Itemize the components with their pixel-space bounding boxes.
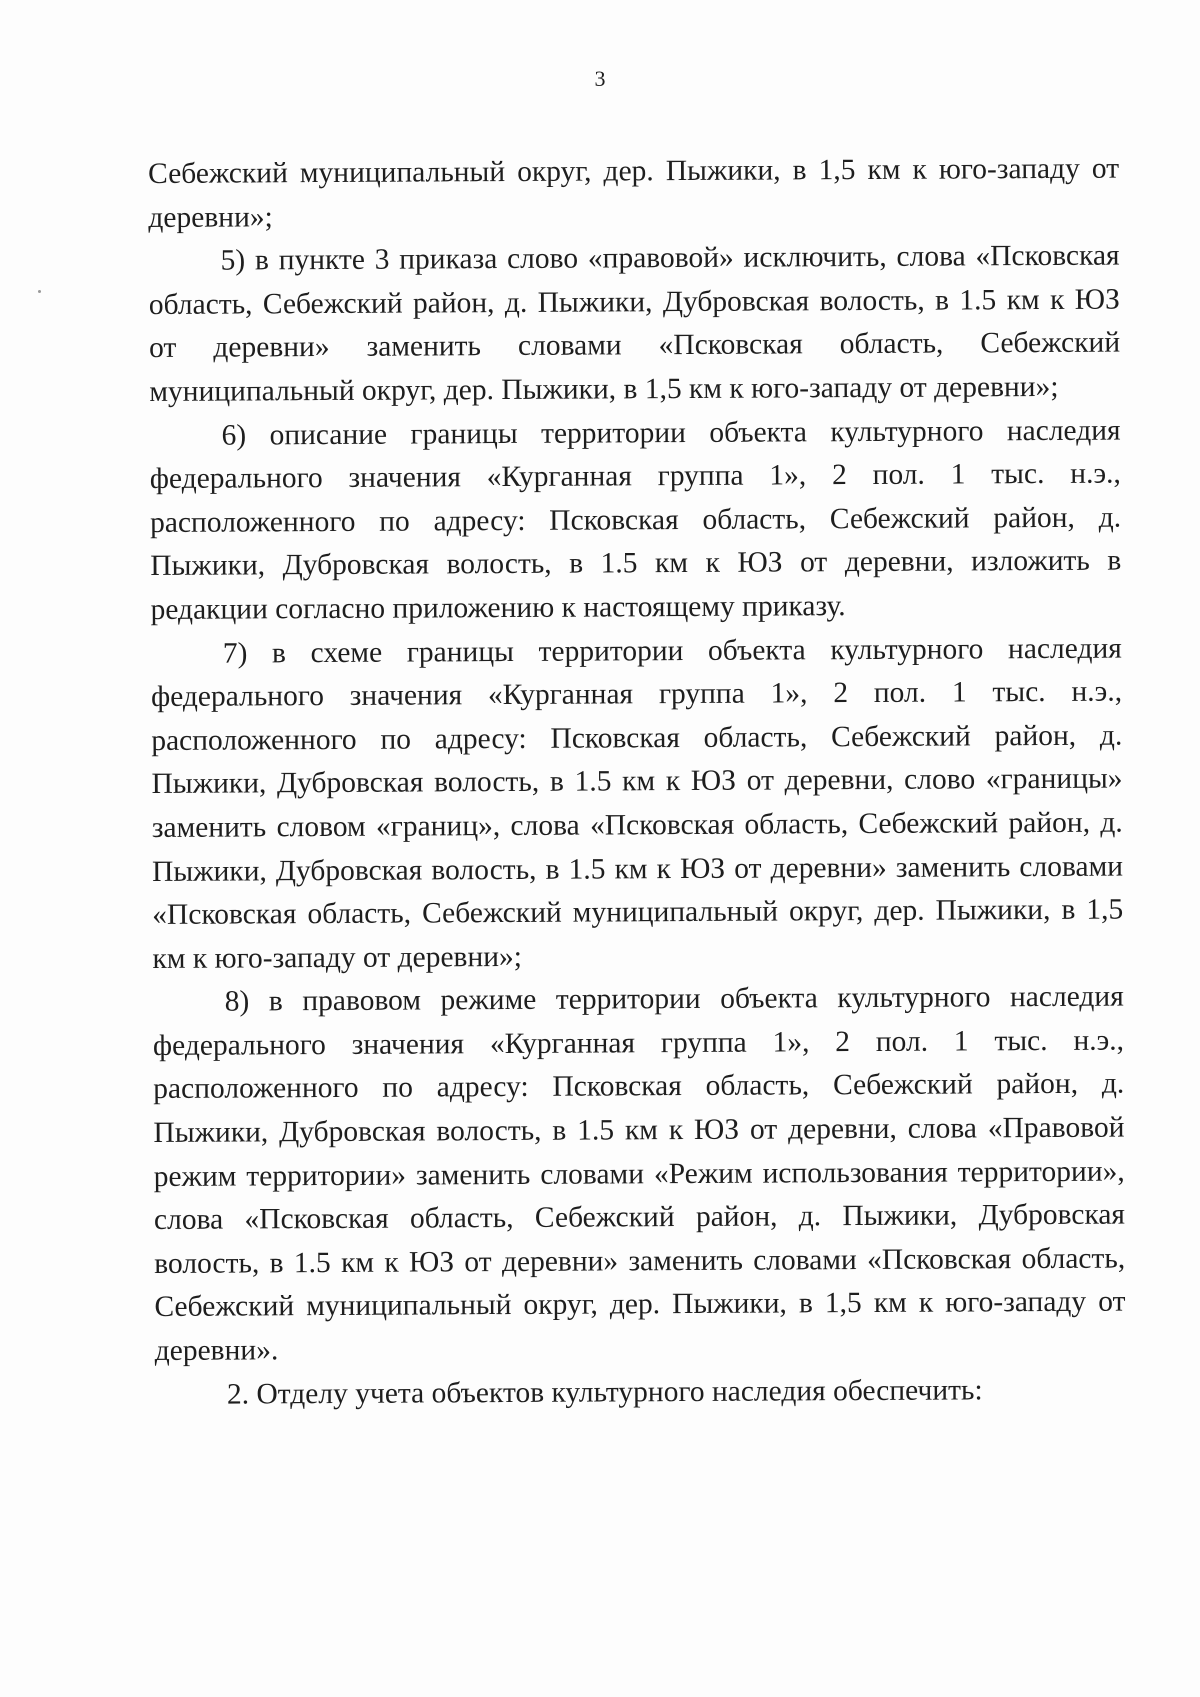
paragraph-item-5: 5) в пункте 3 приказа слово «правовой» исключить, слова «Псковская область, Себежский район, д. Пыжики, Дубровская волость, в 1.5 км к ЮЗ от деревни» заменить словами «Псковская область, Себежский муниципальный округ, дер. Пыжики, в 1,5 км к юго-западу от деревни»;: [148, 239, 1121, 408]
scan-speck: [38, 290, 41, 293]
page-number: 3: [594, 66, 606, 91]
paragraph-section-2: 2. Отделу учета объектов культурного наследия обеспечить:: [226, 1373, 983, 1411]
paragraph-continuation: Себежский муниципальный округ, дер. Пыжики, в 1,5 км к юго-западу от деревни»;: [148, 152, 1120, 234]
paragraph-item-6: 6) описание границы территории объекта культурного наследия федерального значения «Курганная группа 1», 2 пол. 1 тыс. н.э., расположенного по адресу: Псковская область, Себежский район, д. Пыжики, Дубровская волость, в 1.5 км к ЮЗ от деревни, изложить в редакции согласно приложению к настоящему приказу.: [149, 414, 1122, 626]
paragraph-item-8: 8) в правовом режиме территории объекта культурного наследия федерального значения «Курганная группа 1», 2 пол. 1 тыс. н.э., расположенного по адресу: Псковская область, Себежский район, д. Пыжики, Дубровская волость, в 1.5 км к ЮЗ от деревни, слова «Правовой режим территории» заменить словами «Режим использования территории», слова «Псковская область, Себежский район, д. Пыжики, Дубровская волость, в 1.5 км к ЮЗ от деревни» заменить словами «Псковская область, Себежский муниципальный округ, дер. Пыжики, в 1,5 км к юго-западу от деревни».: [152, 980, 1126, 1368]
document-body: [148, 148, 1126, 1418]
paragraph-item-7: 7) в схеме границы территории объекта культурного наследия федерального значения «Курганная группа 1», 2 пол. 1 тыс. н.э., расположенного по адресу: Псковская область, Себежский район, д. Пыжики, Дубровская волость, в 1.5 км к ЮЗ от деревни, слово «границы» заменить словом «границ», слова «Псковская область, Себежский район, д. Пыжики, Дубровская волость, в 1.5 км к ЮЗ от деревни» заменить словами «Псковская область, Себежский муниципальный округ, дер. Пыжики, в 1,5 км к юго-западу от деревни»;: [150, 632, 1124, 975]
